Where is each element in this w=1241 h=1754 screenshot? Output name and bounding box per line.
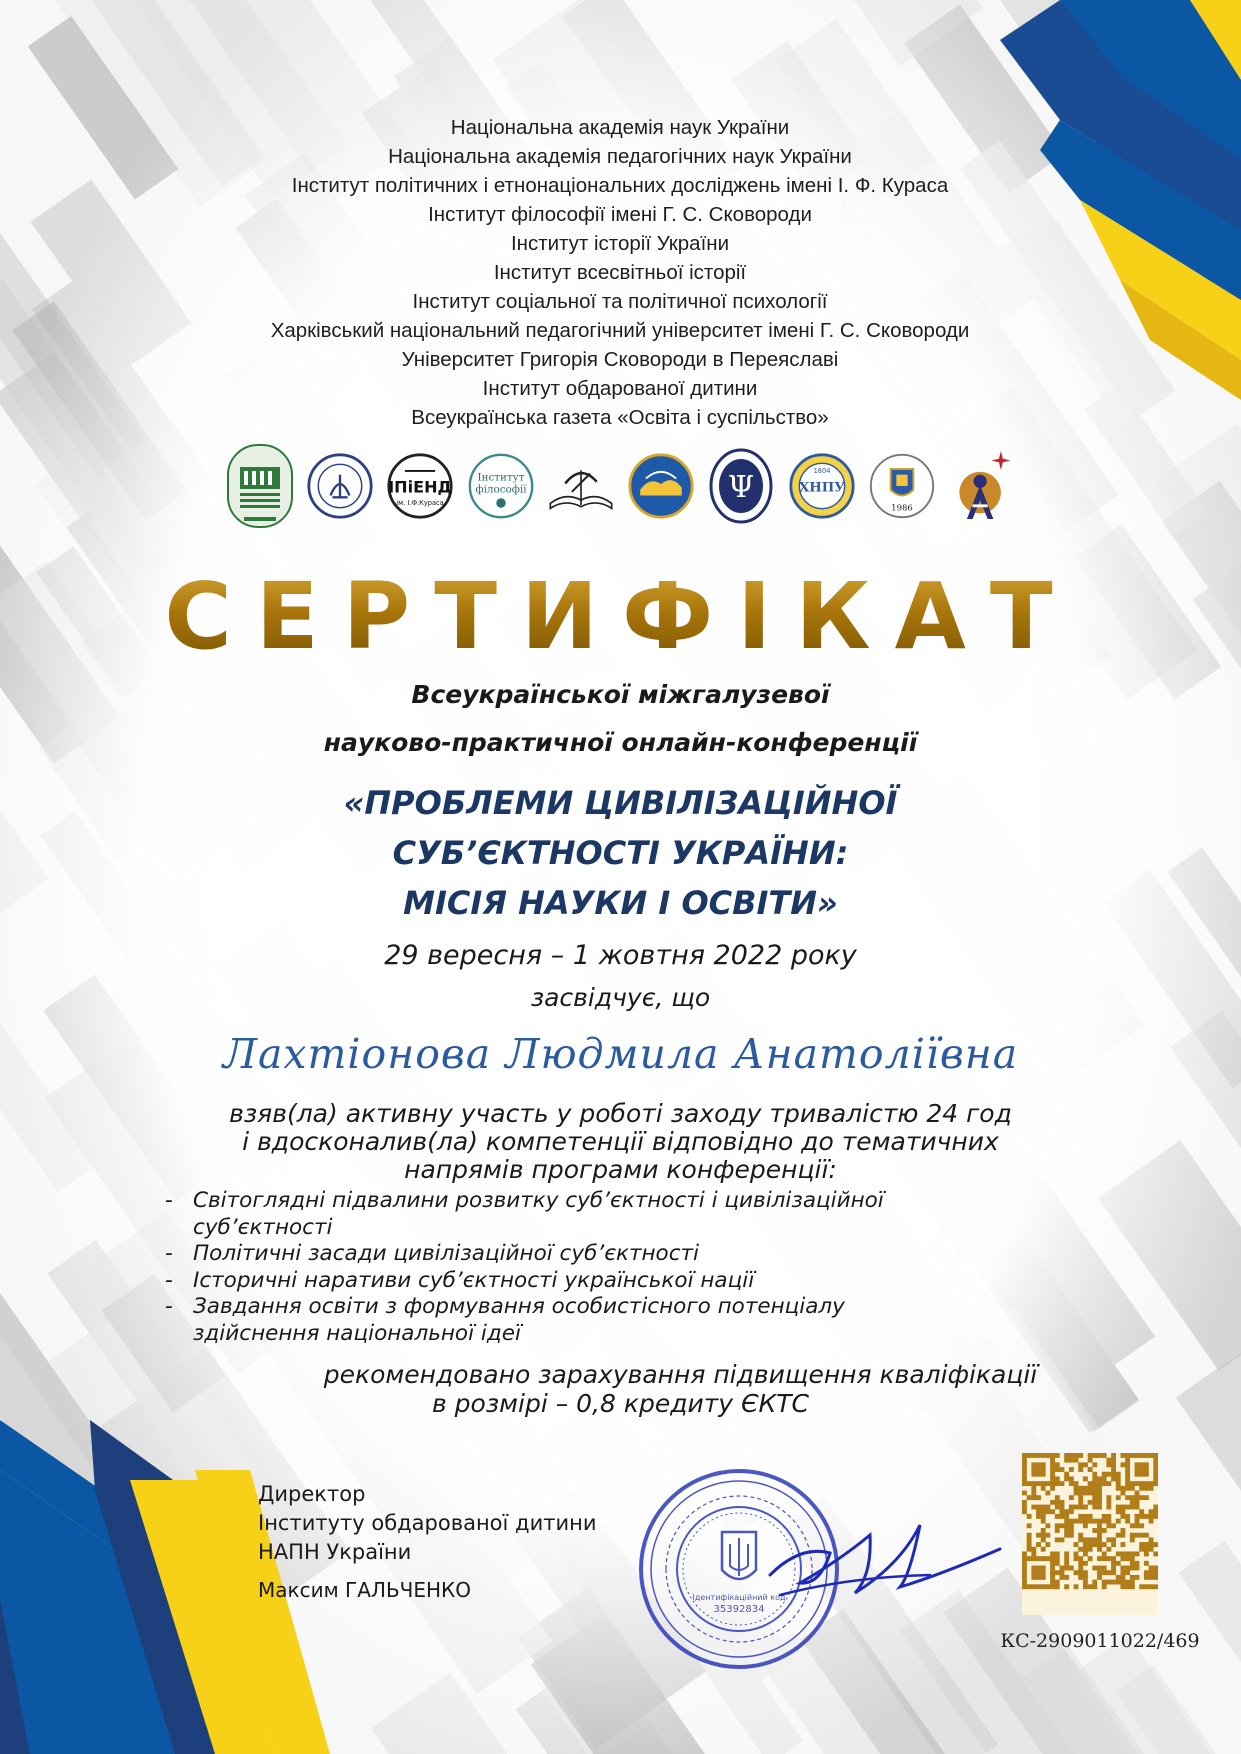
nas-ukraine-logo: [226, 442, 294, 530]
svg-text:Ψ: Ψ: [728, 470, 755, 505]
topic-bullet: -: [165, 1267, 173, 1293]
svg-text:1804: 1804: [813, 466, 830, 475]
topic-item: [165, 1188, 1065, 1241]
svg-text:філософії: філософії: [475, 483, 527, 496]
certificate-code: КС-2909011022/469: [1000, 1630, 1200, 1652]
topic-text: суб’єктності: [193, 1214, 333, 1240]
khnpu-logo: [788, 442, 856, 530]
organization-line: Інститут філософії імені Г. С. Сковороди: [428, 203, 812, 226]
signatory-position-2: Інституту обдарованої дитини: [258, 1511, 597, 1535]
certificate-title-text: СЕРТИФІКАТ: [164, 563, 1077, 670]
gifted-child-institute-logo: [948, 442, 1016, 530]
organization-line: Інститут всесвітньої історії: [493, 261, 747, 284]
topic-item: [165, 1241, 1065, 1268]
recommendation-line-2: в розмірі – 0,8 кредиту ЄКТС: [432, 1389, 809, 1418]
history-institute-logo: [547, 442, 615, 530]
svg-text:1986: 1986: [890, 503, 913, 514]
conference-title-line-1: «ПРОБЛЕМИ ЦИВІЛІЗАЦІЙНОЇ: [343, 784, 898, 822]
topic-bullet: -: [165, 1241, 173, 1266]
participation-line-3: напрямів програми конференції:: [404, 1155, 837, 1184]
ipiend-logo: [386, 442, 454, 530]
organizations-list: [120, 113, 1120, 432]
organization-line: Університет Григорія Сковороди в Переяславі: [401, 348, 839, 371]
organization-line: Національна академія педагогічних наук України: [388, 145, 852, 168]
topic-bullet: -: [165, 1294, 173, 1319]
svg-text:ім. І.Ф.Кураса: ім. І.Ф.Кураса: [396, 498, 445, 507]
participation-line-2: і вдосконалив(ла) компетенції відповідно до тематичних: [242, 1127, 999, 1156]
pereiaslav-university-logo: [868, 442, 936, 530]
psychology-institute-logo: [707, 442, 775, 530]
organization-line: Інститут політичних і етнонаціональних досліджень імені І. Ф. Кураса: [291, 174, 949, 197]
participant-name: Лахтіонова Людмила Анатоліївна: [222, 1030, 1019, 1078]
world-history-logo: [627, 442, 695, 530]
topics-list: [165, 1188, 1065, 1347]
napn-ukraine-logo: [306, 442, 374, 530]
signatory-name: Максим ГАЛЬЧЕНКО: [258, 1578, 471, 1602]
topic-bullet: -: [165, 1188, 173, 1213]
svg-text:ХНПУ: ХНПУ: [798, 480, 845, 496]
organization-line: Інститут соціальної та політичної психології: [412, 290, 828, 313]
svg-text:35392834: 35392834: [713, 1604, 765, 1615]
organization-line: Інститут обдарованої дитини: [482, 377, 758, 400]
svg-text:ІПіЕНД: ІПіЕНД: [388, 477, 453, 497]
organization-line: Всеукраїнська газета «Освіта і суспільство»: [411, 406, 829, 429]
conference-title-line-2: СУБ’ЄКТНОСТІ УКРАЇНИ:: [392, 834, 849, 872]
topic-text: Світоглядні підвалини розвитку суб’єктності і цивілізаційної: [193, 1188, 884, 1213]
organization-line: Інститут історії України: [510, 232, 730, 255]
certificate-title: [0, 565, 1241, 669]
topic-text: Завдання освіти з формування особистісного потенціалу: [193, 1294, 845, 1319]
director-signature: [760, 1505, 1010, 1625]
svg-text:Ідентифікаційний код: Ідентифікаційний код: [692, 1593, 786, 1602]
conference-title-line-3: МІСІЯ НАУКИ І ОСВІТИ»: [403, 884, 838, 922]
organization-line: Національна академія наук України: [450, 116, 790, 139]
participation-line-1: взяв(ла) активну участь у роботі заходу тривалістю 24 год: [229, 1099, 1012, 1128]
subtitle-line-1: Всеукраїнської міжгалузевої: [411, 680, 830, 709]
topic-text: Історичні наративи суб’єктності української нації: [193, 1267, 755, 1293]
subtitle-line-2: науково-практичної онлайн-конференції: [323, 728, 918, 757]
recommendation-line-1: рекомендовано зарахування підвищення кваліфікації: [323, 1360, 1038, 1389]
organization-line: Харківський національний педагогічний університет імені Г. С. Сковороди: [270, 319, 970, 342]
conference-dates: 29 вересня – 1 жовтня 2022 року: [384, 940, 857, 971]
svg-text:Інститут: Інститут: [477, 471, 525, 484]
signatory-block: [258, 1480, 596, 1605]
topic-text: здійснення національної ідеї: [193, 1320, 521, 1346]
signatory-position-3: НАПН України: [258, 1540, 412, 1564]
partner-logos: [226, 440, 1016, 532]
institute-philosophy-logo: [467, 442, 535, 530]
verification-qr-code: [1022, 1453, 1158, 1615]
topic-item: [165, 1294, 1065, 1347]
topic-text: Політичні засади цивілізаційної суб’єктності: [193, 1241, 700, 1266]
signatory-position-1: Директор: [258, 1482, 366, 1506]
certifies-text: засвідчує, що: [530, 983, 711, 1012]
topic-item: [165, 1268, 1065, 1295]
